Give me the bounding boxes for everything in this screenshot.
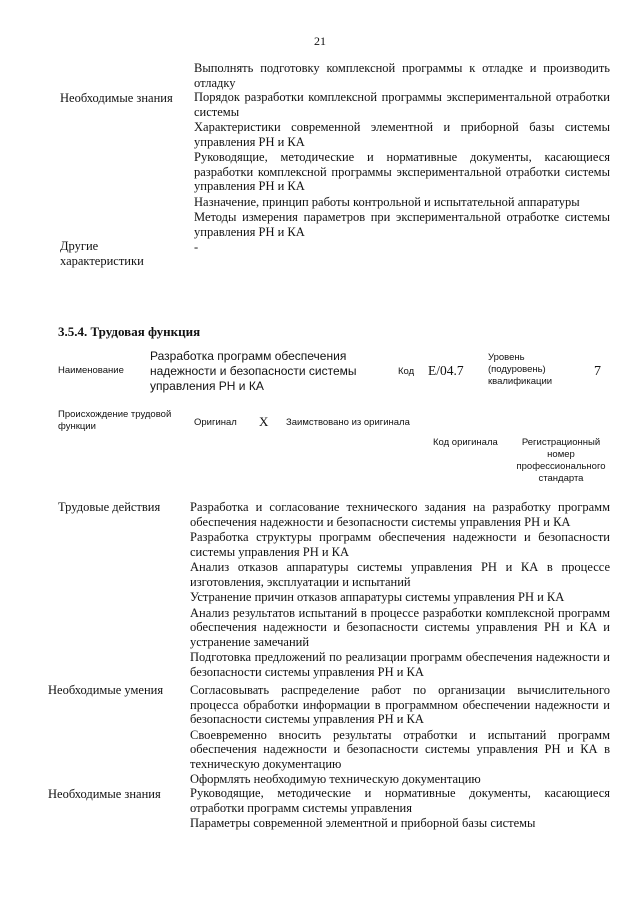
list-item: Параметры современной элементной и приборной базы системы <box>190 816 536 830</box>
top-first-item <box>194 61 610 91</box>
page-number: 21 <box>314 34 326 48</box>
list-item: Подготовка предложений по реализации программ обеспечения надежности и безопасности системы управления РН и КА <box>190 650 610 679</box>
knowledge-list-top <box>194 90 610 240</box>
list-item: Руководящие, методические и нормативные документы, касающиеся разработки комплексной программы экспериментальной отработки системы управления РН и КА <box>194 150 610 193</box>
knowledge-label-top: Необходимые знания <box>60 91 173 105</box>
other-characteristics-value: - <box>194 240 199 254</box>
knowledge-list-bottom <box>190 786 610 832</box>
actions-label: Трудовые действия <box>58 500 161 514</box>
actions-list <box>190 500 610 680</box>
skills-label: Необходимые умения <box>48 683 164 697</box>
function-name: Разработка программ обеспечения надежности и безопасности системы управления РН и КА <box>150 349 357 393</box>
list-item: Назначение, принцип работы контрольной и испытательной аппаратуры <box>194 194 580 209</box>
borrowed-label: Заимствовано из оригинала <box>286 417 410 428</box>
original-code-label: Код оригинала <box>433 437 498 448</box>
origin-label: Происхождение трудовой функции <box>58 409 172 432</box>
list-item: Руководящие, методические и нормативные документы, касающиеся отработки программ системы управления <box>190 786 610 815</box>
list-item: Порядок разработки комплексной программы экспериментальной отработки системы <box>194 90 610 119</box>
list-item: Разработка и согласование технического задания на разработку программ обеспечения надежности и безопасности системы управления РН и КА <box>190 500 610 529</box>
code-value: E/04.7 <box>428 363 464 378</box>
registration-number-label: Регистрационный номер профессионального стандарта <box>516 437 606 484</box>
list-item: Анализ отказов аппаратуры системы управления РН и КА в процессе изготовления, эксплуатации и испытаний <box>190 560 610 589</box>
list-item: Выполнять подготовку комплексной программы к отладке и производить отладку <box>194 61 610 90</box>
original-label: Оригинал <box>194 417 237 428</box>
other-characteristics-label: Другие характеристики <box>60 239 144 268</box>
level-label: Уровень (подуровень) квалификации <box>488 352 553 387</box>
original-mark: X <box>259 414 269 429</box>
list-item: Анализ результатов испытаний в процессе разработки комплексной программ обеспечения надежности и безопасности системы управления РН и КА и устранение замечаний <box>190 605 610 649</box>
skills-list <box>190 683 610 788</box>
list-item: Методы измерения параметров при экспериментальной отработке системы управления РН и КА <box>194 210 610 239</box>
level-value: 7 <box>594 364 601 379</box>
code-label: Код <box>398 366 415 377</box>
list-item: Устранение причин отказов аппаратуры системы управления РН и КА <box>190 590 565 604</box>
list-item: Характеристики современной элементной и приборной базы системы управления РН и КА <box>194 120 610 149</box>
list-item: Оформлять необходимую техническую документацию <box>190 772 481 786</box>
name-label: Наименование <box>58 365 124 376</box>
knowledge-label-bottom: Необходимые знания <box>48 787 161 801</box>
list-item: Разработка структуры программ обеспечения надежности и безопасности системы управления РН и КА <box>190 530 610 559</box>
section-title: 3.5.4. Трудовая функция <box>58 324 201 339</box>
list-item: Своевременно вносить результаты отработки и испытаний программ обеспечения надежности и безопасности системы управления РН и КА в техническую документацию <box>190 727 610 771</box>
list-item: Согласовывать распределение работ по организации вычислительного процесса обработки информации в программном обеспечении надежности и безопасности системы управления РН и КА <box>190 683 610 726</box>
